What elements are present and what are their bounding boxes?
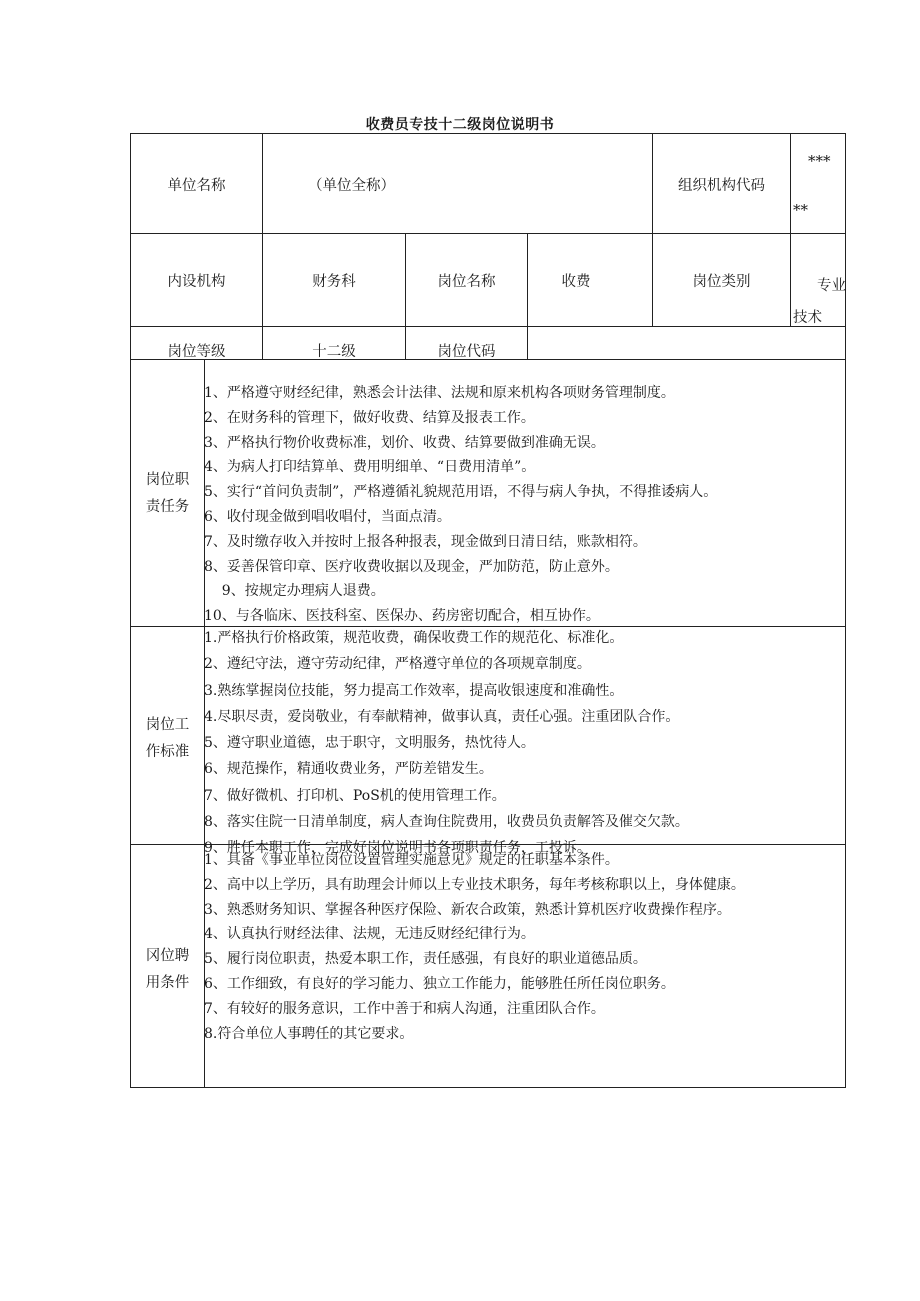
col-divider <box>790 133 791 326</box>
col-divider <box>262 133 263 359</box>
document-title: 收费员专技十二级岗位说明书 <box>365 117 555 133</box>
requirement-item: 1、具备《事业单位岗位设置管理实施意见》规定的任职基本条件。 <box>204 852 619 868</box>
row-divider <box>130 233 846 234</box>
dept-value: 财务科 <box>312 274 356 290</box>
standards-label <box>131 712 204 766</box>
unit-name-label: 单位名称 <box>167 178 226 194</box>
requirement-item: 8.符合单位人事聘任的其它要求。 <box>204 1025 414 1042</box>
col-divider <box>652 133 653 326</box>
requirement-item: 3、熟悉财务知识、掌握各种医疗保险、新农合政策，熟悉计算机医疗收费操作程序。 <box>204 901 731 918</box>
requirement-item: 6、工作细致，有良好的学习能力、独立工作能力，能够胜任所任岗位职务。 <box>204 975 675 992</box>
standard-item: 1.严格执行价格政策，规范收费，确保收费工作的规范化、标准化。 <box>204 630 624 646</box>
position-name-label: 岗位名称 <box>437 274 496 290</box>
standard-item: 8、落实住院一日清单制度，病人查询住院费用，收费员负责解答及催交欠款。 <box>204 814 689 831</box>
standard-item: 6、规范操作，精通收费业务，严防差错发生。 <box>204 761 493 778</box>
position-type-value: 专业 <box>817 278 846 294</box>
duty-item: 3、严格执行物价收费标准，划价、收费、结算要做到准确无误。 <box>204 434 605 451</box>
grade-value: 十二级 <box>312 344 356 360</box>
duty-item: 1、严格遵守财经纪律，熟悉会计法律、法规和原来机构各项财务管理制度。 <box>204 385 675 401</box>
standard-item: 9、胜任本职工作，完成好岗位说明书各项职责任务，工投诉。 <box>204 840 591 857</box>
position-type-value-cont: 技术 <box>793 310 822 326</box>
duty-item: 7、及时缴存收入并按时上报各种报表，现金做到日清日结，账款相符。 <box>204 533 647 550</box>
requirement-item: 4、认真执行财经法律、法规，无违反财经纪律行为。 <box>204 926 535 943</box>
dept-label: 内设机构 <box>167 274 226 290</box>
col-divider <box>527 233 528 359</box>
row-divider <box>130 326 846 327</box>
org-code-value: *** <box>808 152 831 170</box>
requirements-label-line: 用条件 <box>145 975 190 991</box>
duty-item: 8、妥善保管印章、医疗收费收据以及现金，严加防范，防止意外。 <box>204 558 619 575</box>
duties-label <box>131 467 204 521</box>
duty-item: 6、收付现金做到唱收唱付，当面点清。 <box>204 508 451 525</box>
position-type-label: 岗位类别 <box>692 274 751 290</box>
unit-name-value: （单位全称） <box>308 178 395 194</box>
requirements-list <box>204 848 745 1046</box>
duties-label-line: 岗位职 <box>145 472 190 488</box>
requirement-item: 5、履行岗位职责，热爱本职工作，责任感强，有良好的职业道德品质。 <box>204 951 647 968</box>
standard-item: 4.尽职尽责，爱岗敬业，有奉献精神，做事认真，责任心强。注重团队合作。 <box>204 708 680 725</box>
org-code-label: 组织机构代码 <box>678 178 765 194</box>
duty-item: 9、按规定办理病人退费。 <box>204 583 385 600</box>
duties-list <box>204 381 717 629</box>
duties-label-line: 责任务 <box>145 499 190 515</box>
duty-item: 5、实行“首问负责制”，严格遵循礼貌规范用语，不得与病人争执，不得推诿病人。 <box>204 484 718 501</box>
position-code-label: 岗位代码 <box>437 344 496 360</box>
standards-list <box>204 625 689 857</box>
requirement-item: 7、有较好的服务意识，工作中善于和病人沟通，注重团队合作。 <box>204 1000 605 1017</box>
position-name-value: 收费 <box>561 274 591 290</box>
standard-item: 5、遵守职业道德，忠于职守，文明服务，热忱待人。 <box>204 735 535 752</box>
standards-label-line: 作标准 <box>145 744 190 760</box>
requirement-item: 2、高中以上学历，具有助理会计师以上专业技术职务，每年考核称职以上，身体健康。 <box>204 876 745 893</box>
standard-item: 7、做好微机、打印机、PoS机的使用管理工作。 <box>204 787 506 804</box>
standard-item: 2、遵纪守法，遵守劳动纪律，严格遵守单位的各项规章制度。 <box>204 656 591 673</box>
duty-item: 4、为病人打印结算单、费用明细单、“日费用清单”。 <box>204 459 536 476</box>
requirements-label <box>131 943 204 997</box>
standard-item: 3.熟练掌握岗位技能，努力提高工作效率，提高收银速度和准确性。 <box>204 682 624 699</box>
duty-item: 2、在财务科的管理下，做好收费、结算及报表工作。 <box>204 409 535 426</box>
grade-label: 岗位等级 <box>167 344 226 360</box>
requirements-label-line: 冈位聘 <box>145 948 190 964</box>
duty-item: 10、与各临床、医技科室、医保办、药房密切配合，相互协作。 <box>204 608 600 625</box>
org-code-value-cont: ** <box>793 201 808 219</box>
standards-label-line: 岗位工 <box>145 717 190 733</box>
